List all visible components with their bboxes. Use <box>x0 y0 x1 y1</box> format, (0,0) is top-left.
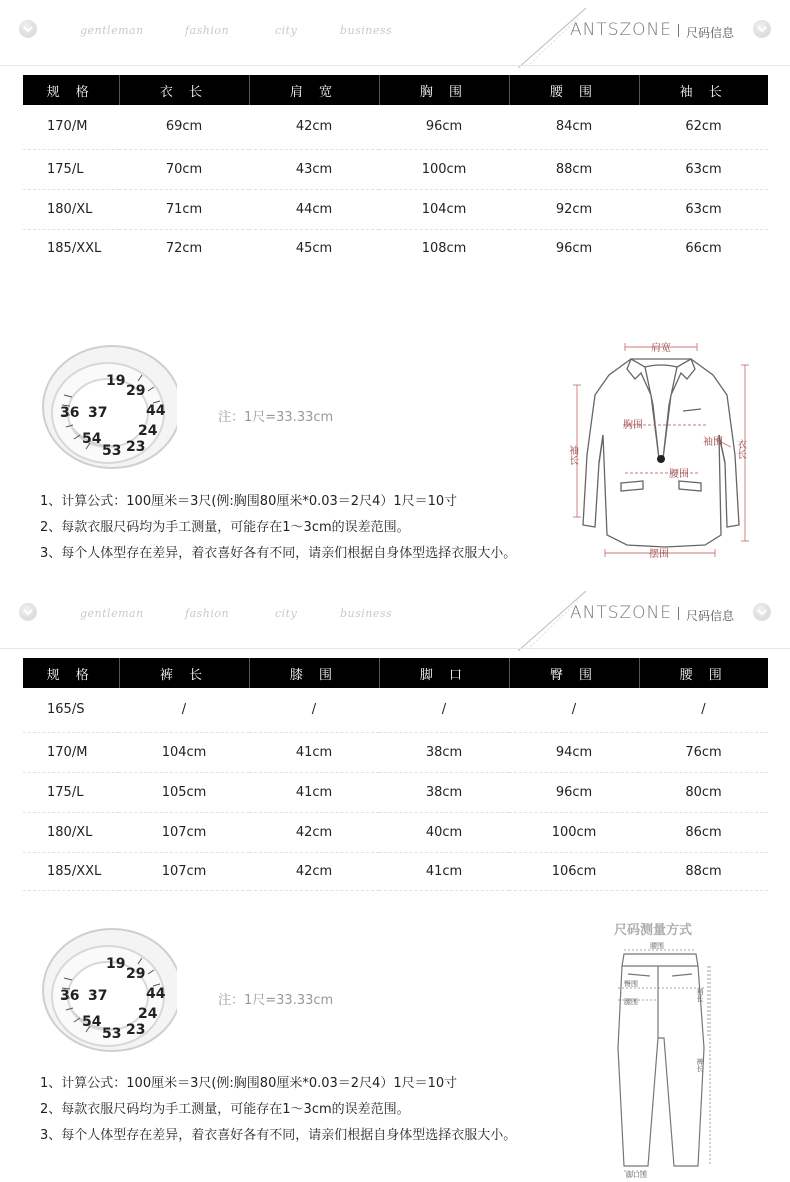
table-cell: 42cm <box>249 852 379 890</box>
tape-number: 29 <box>126 383 146 399</box>
tape-number: 36 <box>60 405 80 421</box>
brand-name: ANTSZONE <box>570 20 673 40</box>
table-cell: 107cm <box>119 852 249 890</box>
column-header: 胸 围 <box>379 75 509 105</box>
table-row <box>23 812 768 852</box>
table-cell: 66cm <box>685 240 722 256</box>
tape-number: 54 <box>82 431 102 447</box>
chevron-down-icon <box>753 20 771 38</box>
table-cell: 185/XXL <box>23 852 119 890</box>
tag-fashion: fashion <box>185 24 230 37</box>
table-row <box>23 772 768 812</box>
table-cell: 42cm <box>249 812 379 852</box>
table-cell: 41cm <box>249 732 379 772</box>
table-cell: 84cm <box>509 105 639 149</box>
top-header <box>0 0 790 66</box>
table-cell: 76cm <box>639 732 768 772</box>
tape-number: 54 <box>82 1014 102 1030</box>
table-row <box>23 149 768 189</box>
table-cell: 38cm <box>379 732 509 772</box>
table-cell: 38cm <box>379 772 509 812</box>
measure-rules <box>40 489 516 567</box>
table-cell: 180/XL <box>23 812 119 852</box>
table-cell: 43cm <box>249 149 379 189</box>
table-cell: 86cm <box>639 812 768 852</box>
tape-number: 23 <box>126 439 146 455</box>
rule-item: 2、每款衣服尺码均为手工测量，可能存在1～3cm的误差范围。 <box>40 520 410 535</box>
table-row <box>23 229 768 267</box>
table-cell: 70cm <box>119 149 249 189</box>
tape-number: 19 <box>106 956 126 972</box>
label-hem: 摆围 <box>649 549 669 560</box>
tape-number: 44 <box>146 986 166 1002</box>
table-cell: 107cm <box>119 812 249 852</box>
rule-item: 3、每个人体型存在差异，着衣喜好各有不同，请亲们根据自身体型选择衣服大小。 <box>40 546 517 561</box>
jacket-diagram <box>565 335 760 570</box>
label-waist: 腰围 <box>650 942 664 950</box>
table-cell: 170/M <box>23 105 119 149</box>
table-cell: / <box>639 688 768 732</box>
table-row <box>23 852 768 890</box>
bottom-header <box>0 583 790 649</box>
header-subtitle: 尺码信息 <box>686 26 735 40</box>
table-cell: 69cm <box>119 105 249 149</box>
rule-item: 1、计算公式：100厘米＝3尺(例:胸围80厘米*0.03＝2尺4）1尺＝10寸 <box>40 494 458 509</box>
rule-item: 3、每个人体型存在差异，着衣喜好各有不同，请亲们根据自身体型选择衣服大小。 <box>40 1128 517 1143</box>
chevron-down-icon <box>19 603 37 621</box>
table-cell: 44cm <box>249 189 379 229</box>
brand-name: ANTSZONE <box>570 603 673 623</box>
table-cell: 96cm <box>509 772 639 812</box>
tape-number: 37 <box>88 405 108 421</box>
diagram-title: 尺码测量方式 <box>614 923 693 938</box>
table-cell: 62cm <box>639 105 768 149</box>
table-cell: 88cm <box>639 852 768 890</box>
tag-business: business <box>340 24 393 37</box>
table-cell: 170/M <box>23 732 119 772</box>
trousers-diagram <box>600 918 720 1178</box>
table-cell: / <box>249 688 379 732</box>
tape-number: 44 <box>146 403 166 419</box>
label-thigh: 腿围 <box>624 998 638 1006</box>
column-header: 规 格 <box>23 658 119 688</box>
top-size-table <box>23 75 768 267</box>
label-sleeve-width: 袖围 <box>703 437 723 448</box>
tape-number: 23 <box>126 1022 146 1038</box>
tape-number: 29 <box>126 966 146 982</box>
table-cell: 45cm <box>295 240 333 256</box>
column-header: 腰 围 <box>509 75 639 105</box>
measuring-tape-image <box>42 928 177 1053</box>
label-length: 衣长 <box>734 439 746 459</box>
rule-item: 2、每款衣服尺码均为手工测量，可能存在1～3cm的误差范围。 <box>40 1102 410 1117</box>
label-hip: 臀围 <box>624 980 638 988</box>
table-cell: 72cm <box>165 240 203 256</box>
tape-number: 53 <box>102 443 122 459</box>
table-header-row <box>23 75 768 105</box>
tape-number: 53 <box>102 1026 122 1042</box>
tag-fashion: fashion <box>185 607 230 620</box>
label-sleeve-length: 袖长 <box>566 445 578 465</box>
table-header-row <box>23 658 768 688</box>
header-subtitle: 尺码信息 <box>686 609 735 623</box>
table-cell: / <box>379 688 509 732</box>
brand-separator <box>678 24 679 37</box>
bottom-size-table <box>23 658 768 891</box>
table-cell: 41cm <box>379 852 509 890</box>
column-header: 膝 围 <box>249 658 379 688</box>
table-cell: 94cm <box>509 732 639 772</box>
table-cell: 71cm <box>119 189 249 229</box>
measuring-tape-image <box>42 345 177 470</box>
table-row <box>23 189 768 229</box>
table-cell: 100cm <box>379 149 509 189</box>
table-cell: 106cm <box>509 852 639 890</box>
tape-number: 37 <box>88 988 108 1004</box>
tape-number: 24 <box>138 423 158 439</box>
tape-number: 19 <box>106 373 126 389</box>
table-row <box>23 688 768 732</box>
tag-city: city <box>275 607 298 620</box>
table-cell: 40cm <box>379 812 509 852</box>
table-cell: 41cm <box>249 772 379 812</box>
tag-gentleman: gentleman <box>80 24 144 37</box>
rule-item: 1、计算公式：100厘米＝3尺(例:胸围80厘米*0.03＝2尺4）1尺＝10寸 <box>40 1076 458 1091</box>
table-cell: 175/L <box>23 772 119 812</box>
brand-separator <box>678 607 679 620</box>
table-cell: 96cm <box>379 105 509 149</box>
table-cell: 165/S <box>23 688 119 732</box>
tag-gentleman: gentleman <box>80 607 144 620</box>
tag-business: business <box>340 607 393 620</box>
column-header: 腰 围 <box>639 658 768 688</box>
table-cell: 80cm <box>639 772 768 812</box>
tag-city: city <box>275 24 298 37</box>
table-cell: 63cm <box>639 189 768 229</box>
unit-note: 注：1尺=33.33cm <box>218 410 334 425</box>
table-cell: 42cm <box>249 105 379 149</box>
column-header: 衣 长 <box>119 75 249 105</box>
table-cell: 105cm <box>119 772 249 812</box>
label-waist: 腰围 <box>669 469 689 480</box>
chevron-down-icon <box>19 20 37 38</box>
table-cell: 96cm <box>555 240 593 256</box>
table-cell: 108cm <box>421 240 467 256</box>
table-cell: 175/L <box>23 149 119 189</box>
table-cell: 88cm <box>509 149 639 189</box>
unit-note: 注：1尺=33.33cm <box>218 993 334 1008</box>
table-cell: 180/XL <box>23 189 119 229</box>
table-cell: / <box>509 688 639 732</box>
column-header: 袖 长 <box>639 75 768 105</box>
tape-number: 24 <box>138 1006 158 1022</box>
column-header: 规 格 <box>23 75 119 105</box>
label-rise: 裆长 <box>696 988 704 1002</box>
tape-number: 36 <box>60 988 80 1004</box>
table-row <box>23 105 768 149</box>
label-inseam: 裤长 <box>696 1058 704 1072</box>
column-header: 臀 围 <box>509 658 639 688</box>
label-shoulder: 肩宽 <box>651 343 671 354</box>
label-foot: 脚口围 <box>626 1171 647 1178</box>
table-cell: 63cm <box>639 149 768 189</box>
column-header: 裤 长 <box>119 658 249 688</box>
chevron-down-icon <box>753 603 771 621</box>
table-cell: 185/XXL <box>47 240 102 256</box>
table-cell: 100cm <box>509 812 639 852</box>
table-cell: / <box>119 688 249 732</box>
table-cell: 92cm <box>509 189 639 229</box>
measure-rules <box>40 1071 516 1149</box>
table-cell: 104cm <box>379 189 509 229</box>
table-cell: 104cm <box>119 732 249 772</box>
column-header: 肩 宽 <box>249 75 379 105</box>
column-header: 脚 口 <box>379 658 509 688</box>
label-chest: 胸围 <box>623 420 643 431</box>
table-row <box>23 732 768 772</box>
